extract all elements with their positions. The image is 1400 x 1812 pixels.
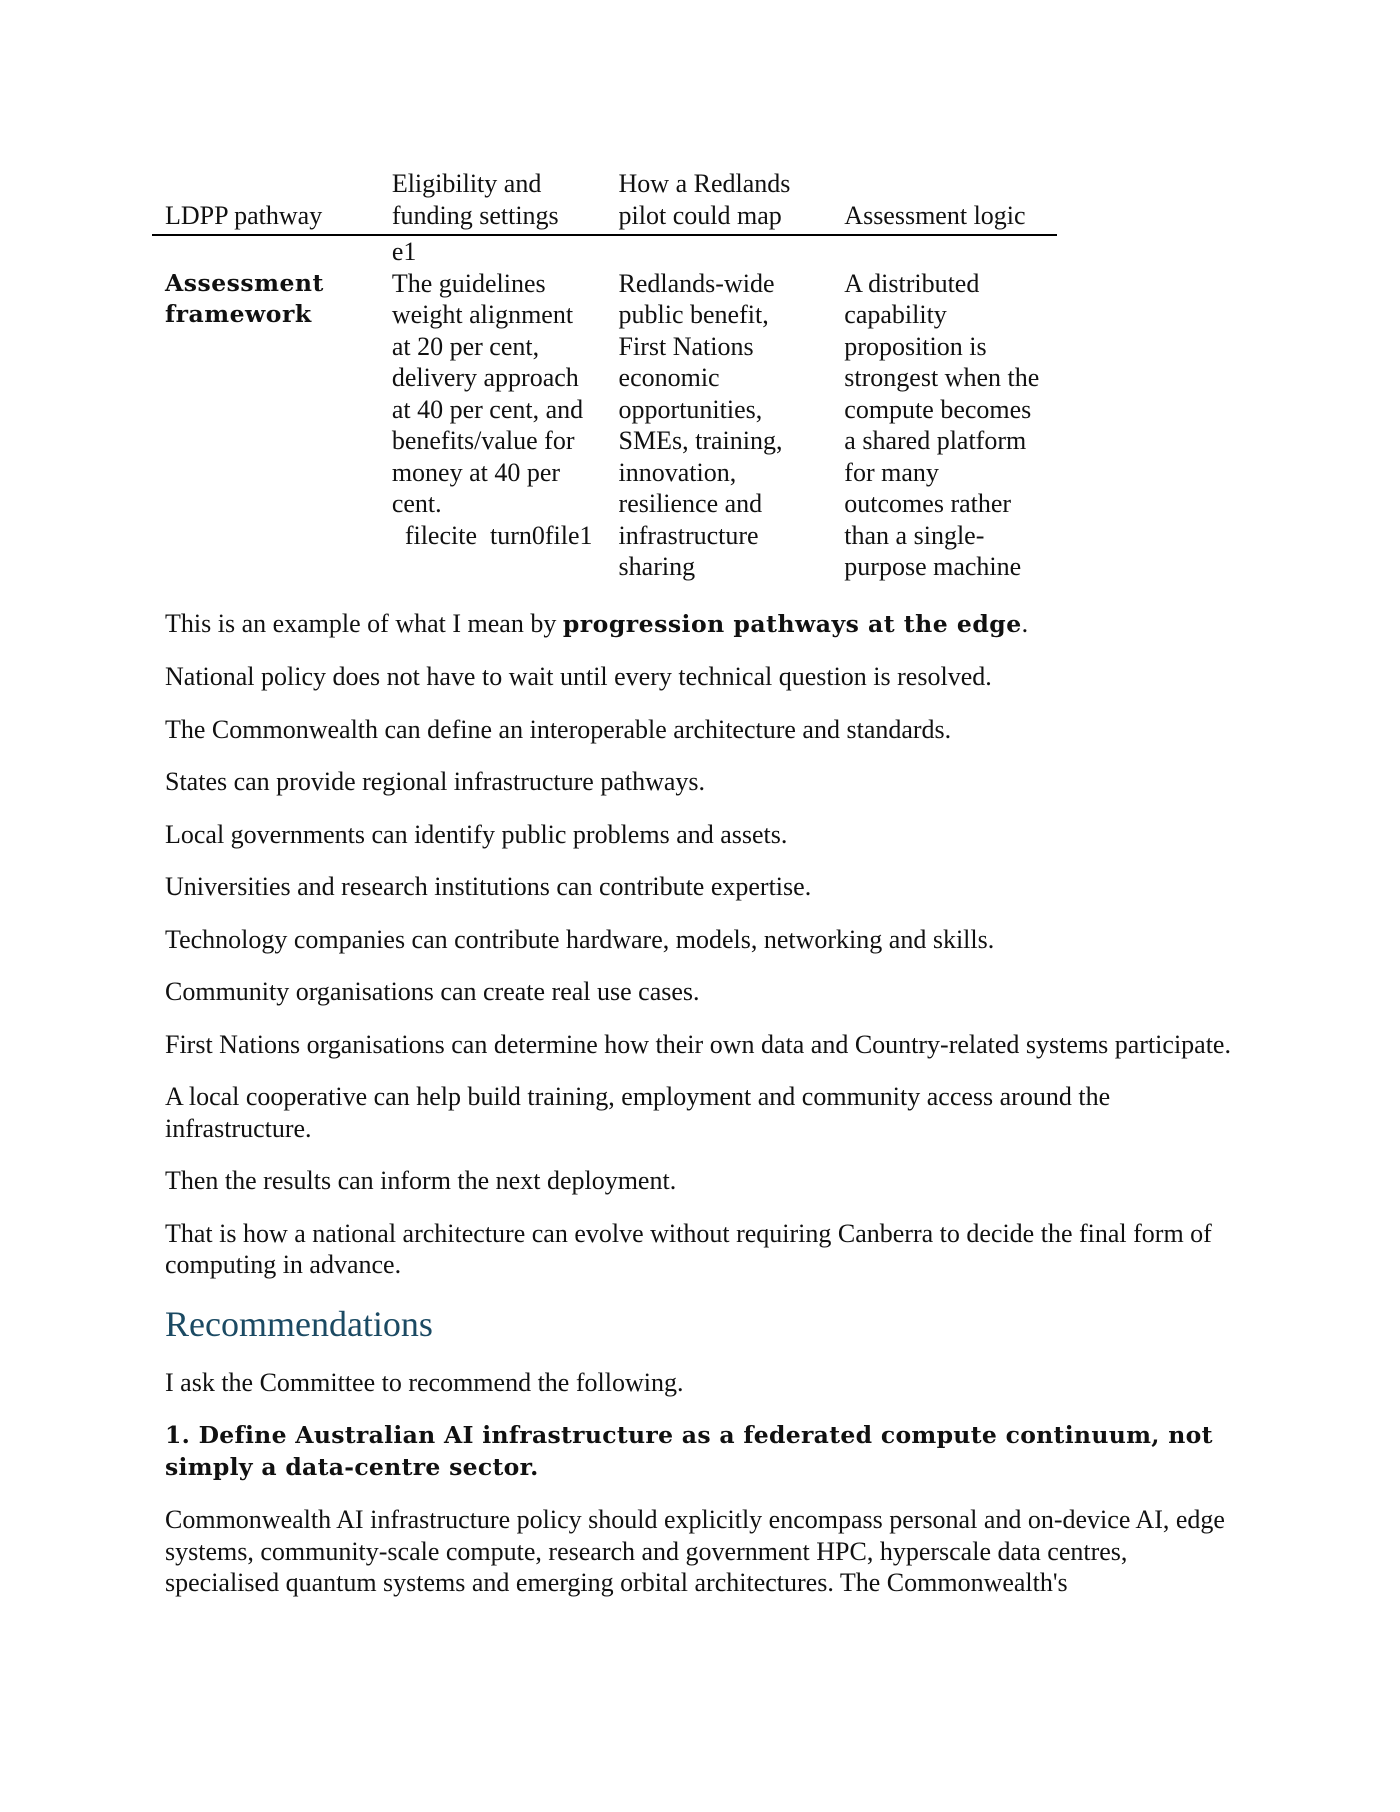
- table-header-cell: LDPP pathway: [152, 168, 379, 235]
- body-paragraph: That is how a national architecture can evolve without requiring Canberra to decide the final form of computing in advance.: [165, 1218, 1212, 1279]
- table-header-cell: Assessment logic: [831, 168, 1057, 235]
- table-cell-empty: [152, 235, 379, 268]
- recommendation-1-body: Commonwealth AI infrastructure policy should explicitly encompass personal and on-device AI, edge systems, community-scale compute, research and government HPC, hyperscale data centres, specialised quantum systems and emerging orbital architectures. The Commonwealth's: [165, 1505, 1225, 1597]
- recommendations-heading: Recommendations: [165, 1303, 433, 1344]
- body-paragraph: National policy does not have to wait until every technical question is resolved.: [165, 662, 992, 691]
- table-cell-empty: [606, 235, 832, 268]
- table-cell: A distributed capability proposition is strongest when the compute becomes a shared platform for many outcomes rather than a single-purpose machine: [844, 268, 1040, 581]
- body-paragraph: States can provide regional infrastructure pathways.: [165, 767, 706, 796]
- document-page: [165, 168, 1245, 1620]
- table-cell: Redlands-wide public benefit, First Nations economic opportunities, SMEs, training, innovation, resilience and infrastructure sharing: [618, 268, 783, 581]
- table-header-cell: How a Redlands pilot could map: [606, 168, 832, 235]
- recommendations-intro: I ask the Committee to recommend the following.: [165, 1367, 684, 1397]
- table-cell: e1: [391, 237, 417, 266]
- body-paragraph: Universities and research institutions can contribute expertise.: [165, 872, 812, 901]
- ldpp-table: [152, 168, 1057, 583]
- body-paragraph: Technology companies can contribute hardware, models, networking and skills.: [165, 924, 995, 954]
- body-paragraph: Local governments can identify public problems and assets.: [165, 819, 788, 849]
- table-row: [152, 235, 1057, 268]
- intro-emphasis: progression pathways at the edge: [562, 609, 1022, 638]
- table-row-label: Assessment framework: [165, 268, 324, 328]
- intro-paragraph: [165, 608, 1245, 641]
- body-paragraph: Community organisations can create real use cases.: [165, 977, 700, 1006]
- body-paragraph: First Nations organisations can determine how their own data and Country-related systems participate.: [165, 1029, 1231, 1059]
- intro-text: This is an example of what I mean by: [165, 608, 563, 638]
- table-cell: The guidelines weight alignment at 20 per cent, delivery approach at 40 per cent, and benefits/value for money at 40 per cent. filecite turn0file1: [391, 268, 593, 550]
- intro-suffix: .: [1021, 608, 1029, 638]
- body-paragraph: A local cooperative can help build training, employment and community access around the infrastructure.: [165, 1082, 1111, 1143]
- body-paragraph: Then the results can inform the next deployment.: [165, 1166, 677, 1195]
- table-row: [152, 268, 1057, 583]
- table-header-cell: Eligibility and funding settings: [379, 168, 606, 235]
- body-paragraph: The Commonwealth can define an interoperable architecture and standards.: [165, 714, 952, 744]
- table-cell-empty: [831, 235, 1057, 268]
- table-header-row: [152, 168, 1057, 235]
- recommendation-1-heading: 1. Define Australian AI infrastructure as a federated compute continuum, not simply a data-centre sector.: [165, 1421, 1213, 1481]
